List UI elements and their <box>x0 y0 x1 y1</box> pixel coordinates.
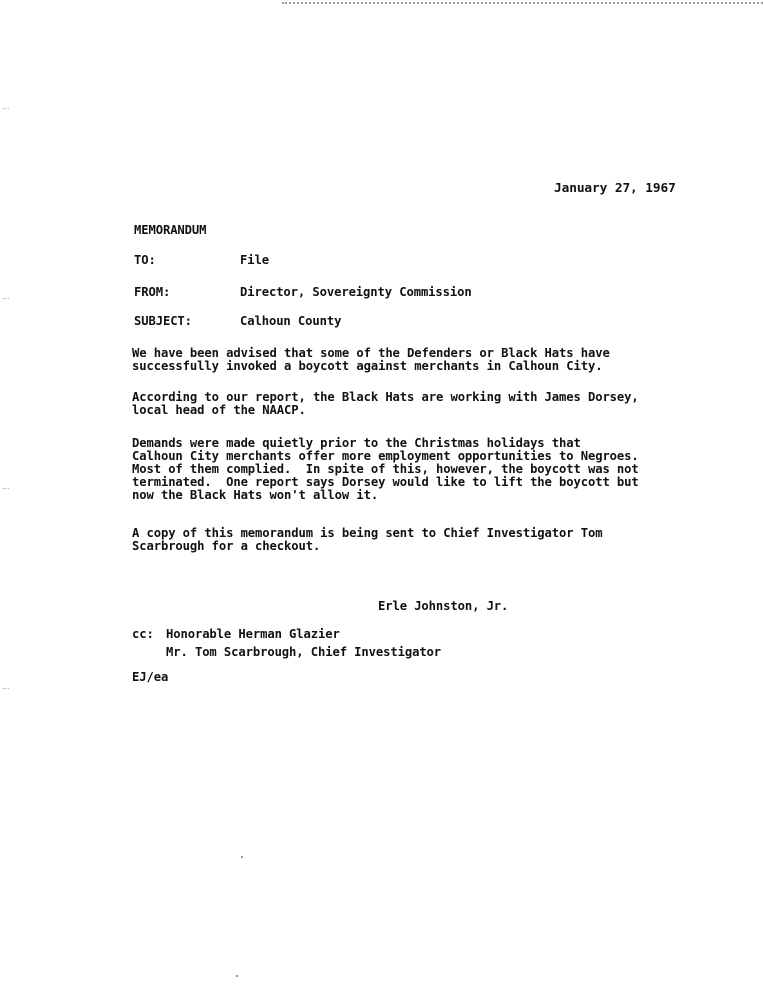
from-label: FROM: <box>134 285 171 299</box>
memo-heading: MEMORANDUM <box>134 223 207 237</box>
memo-date: January 27, 1967 <box>554 181 676 196</box>
typist-initials: EJ/ea <box>132 670 169 684</box>
top-edge-rule <box>282 2 763 4</box>
left-edge-mark <box>3 298 9 299</box>
scan-speck <box>241 856 243 858</box>
left-edge-mark <box>3 688 9 689</box>
left-edge-mark <box>3 108 9 109</box>
body-line: Demands were made quietly prior to the Christmas holidays that <box>132 436 581 450</box>
signature-name: Erle Johnston, Jr. <box>378 599 509 613</box>
body-line: Calhoun City merchants offer more employment opportunities to Negroes. <box>132 449 639 463</box>
to-value: File <box>240 253 269 267</box>
body-line: successfully invoked a boycott against merchants in Calhoun City. <box>132 359 603 373</box>
body-line: According to our report, the Black Hats are working with James Dorsey, <box>132 390 639 404</box>
scan-speck <box>236 975 238 977</box>
left-edge-mark <box>3 488 9 489</box>
body-line: Most of them complied. In spite of this, however, the boycott was not <box>132 462 639 476</box>
body-line: now the Black Hats won't allow it. <box>132 488 379 502</box>
body-line: local head of the NAACP. <box>132 403 306 417</box>
body-line: We have been advised that some of the Defenders or Black Hats have <box>132 346 610 360</box>
body-line: Scarbrough for a checkout. <box>132 539 321 553</box>
cc-recipient: Mr. Tom Scarbrough, Chief Investigator <box>166 645 442 659</box>
body-line: terminated. One report says Dorsey would like to lift the boycott but <box>132 475 639 489</box>
cc-recipient: Honorable Herman Glazier <box>166 627 340 641</box>
from-value: Director, Sovereignty Commission <box>240 285 472 299</box>
subject-value: Calhoun County <box>240 314 342 328</box>
to-label: TO: <box>134 253 156 267</box>
body-line: A copy of this memorandum is being sent to Chief Investigator Tom <box>132 526 603 540</box>
cc-label: cc: <box>132 627 154 641</box>
subject-label: SUBJECT: <box>134 314 192 328</box>
